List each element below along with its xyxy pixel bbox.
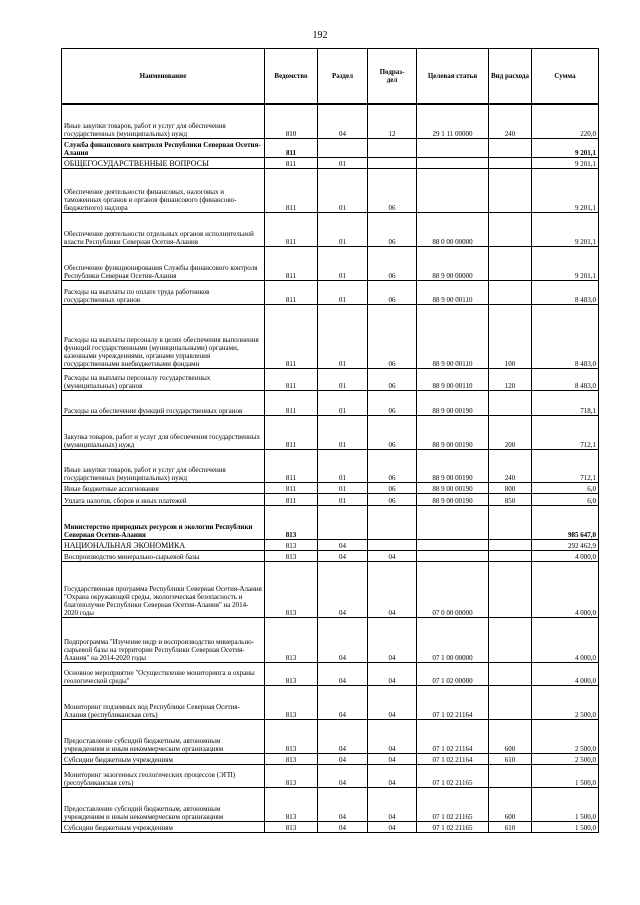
cell-name: Обеспечение деятельности отдельных органов исполнительной власти Республики Северная Осетия-Алания [62,212,265,246]
cell-name: Воспроизводство минерально-сырьевой базы [62,550,265,561]
cell-exp-type: 240 [489,449,532,482]
table-header-row [62,49,599,105]
cell-dept: 813 [265,753,318,764]
cell-target: 88 9 00 00000 [417,246,489,280]
cell-target: 88 0 00 00000 [417,212,489,246]
budget-table [61,48,599,833]
table-row [62,505,599,539]
cell-dept: 813 [265,764,318,787]
cell-target [417,505,489,539]
cell-subsection: 06 [368,482,417,493]
cell-subsection: 04 [368,685,417,719]
cell-exp-type: 800 [489,482,532,493]
cell-subsection: 06 [368,304,417,368]
cell-subsection: 06 [368,493,417,505]
cell-exp-type [489,662,532,685]
cell-exp-type [489,212,532,246]
cell-exp-type [489,505,532,539]
cell-exp-type [489,168,532,212]
cell-subsection: 06 [368,280,417,304]
cell-section: 01 [318,449,368,482]
cell-sum: 220,0 [532,104,599,138]
cell-exp-type [489,246,532,280]
table-row [62,821,599,832]
cell-section: 01 [318,368,368,390]
cell-name: Предоставление субсидий бюджетным, автономным учреждениям и иным некоммерческим организациям [62,787,265,821]
cell-sum: 718,1 [532,390,599,415]
cell-subsection: 04 [368,550,417,561]
cell-dept: 811 [265,212,318,246]
cell-target: 29 1 11 00000 [417,104,489,138]
cell-dept: 811 [265,493,318,505]
cell-sum: 985 647,0 [532,505,599,539]
cell-target [417,550,489,561]
cell-section: 04 [318,561,368,617]
cell-exp-type: 240 [489,104,532,138]
table-row [62,550,599,561]
cell-target: 88 9 00 00190 [417,482,489,493]
cell-target: 88 9 00 00190 [417,415,489,449]
cell-dept: 811 [265,482,318,493]
cell-subsection: 04 [368,719,417,753]
cell-exp-type: 600 [489,719,532,753]
cell-name: Субсидии бюджетным учреждениям [62,753,265,764]
cell-name: НАЦИОНАЛЬНАЯ ЭКОНОМИКА [62,539,265,550]
cell-subsection: 04 [368,821,417,832]
table-row [62,493,599,505]
cell-dept: 813 [265,617,318,662]
header-sum: Сумма [532,49,599,105]
cell-subsection: 04 [368,787,417,821]
cell-name: Расходы на выплаты персоналу в целях обеспечения выполнения функций государственными (муниципальными) органами, казенными учреждениями, органами управления государственными внебюджетными фондами [62,304,265,368]
cell-subsection: 12 [368,104,417,138]
cell-subsection: 06 [368,368,417,390]
cell-name: Уплата налогов, сборов и иных платежей [62,493,265,505]
cell-exp-type [489,138,532,157]
cell-name: Предоставление субсидий бюджетным, автономным учреждениям и иным некоммерческим организациям [62,719,265,753]
table-row [62,104,599,138]
header-section: Раздел [318,49,368,105]
cell-dept: 811 [265,246,318,280]
cell-name: Мониторинг подземных вод Республики Северная Осетия-Алания (республиканская сеть) [62,685,265,719]
table-row [62,415,599,449]
cell-dept: 811 [265,449,318,482]
cell-sum: 2 500,0 [532,719,599,753]
table-row [62,168,599,212]
cell-dept: 813 [265,662,318,685]
cell-section: 01 [318,157,368,168]
cell-sum: 1 500,0 [532,764,599,787]
header-exp-type: Вид расхода [489,49,532,105]
cell-subsection [368,539,417,550]
table-row [62,246,599,280]
table-row [62,685,599,719]
cell-exp-type: 600 [489,787,532,821]
cell-dept: 810 [265,104,318,138]
cell-name: ОБЩЕГОСУДАРСТВЕННЫЕ ВОПРОСЫ [62,157,265,168]
cell-subsection: 04 [368,764,417,787]
cell-section: 04 [318,539,368,550]
cell-section: 01 [318,482,368,493]
cell-dept: 813 [265,561,318,617]
cell-exp-type: 850 [489,493,532,505]
cell-section: 01 [318,168,368,212]
table-row [62,561,599,617]
cell-subsection [368,138,417,157]
cell-subsection [368,157,417,168]
cell-section: 01 [318,415,368,449]
table-row [62,617,599,662]
cell-section: 01 [318,304,368,368]
cell-subsection: 06 [368,415,417,449]
cell-dept: 813 [265,539,318,550]
cell-exp-type [489,157,532,168]
cell-name: Министерство природных ресурсов и экологии Республики Северная Осетия-Алания [62,505,265,539]
cell-target [417,138,489,157]
cell-section: 04 [318,104,368,138]
cell-dept: 811 [265,138,318,157]
cell-subsection [368,505,417,539]
cell-name: Основное мероприятие "Осуществление мониторинга и охраны геологической среды" [62,662,265,685]
cell-sum: 4 000,0 [532,617,599,662]
cell-name: Закупка товаров, работ и услуг для обеспечения государственных (муниципальных) нужд [62,415,265,449]
cell-target: 07 1 02 21165 [417,787,489,821]
cell-target: 88 9 00 00110 [417,304,489,368]
table-row [62,138,599,157]
cell-exp-type [489,539,532,550]
table-row [62,753,599,764]
cell-sum: 4 000,0 [532,561,599,617]
cell-dept: 813 [265,550,318,561]
cell-sum: 8 483,0 [532,368,599,390]
cell-dept: 813 [265,719,318,753]
cell-exp-type: 610 [489,821,532,832]
cell-name: Служба финансового контроля Республики Северная Осетия-Алания [62,138,265,157]
cell-sum: 292 462,9 [532,539,599,550]
cell-dept: 813 [265,821,318,832]
cell-section: 01 [318,212,368,246]
cell-exp-type: 610 [489,753,532,764]
cell-target: 88 9 00 00190 [417,449,489,482]
cell-name: Иные бюджетные ассигнования [62,482,265,493]
cell-target: 07 1 02 21165 [417,821,489,832]
table-row [62,390,599,415]
cell-sum: 8 483,0 [532,280,599,304]
cell-exp-type [489,390,532,415]
cell-dept: 811 [265,415,318,449]
cell-dept: 811 [265,168,318,212]
cell-sum: 712,1 [532,449,599,482]
header-subsection: Подраз- дел [368,49,417,105]
cell-name: Расходы на выплаты по оплате труда работников государственных органов [62,280,265,304]
table-body [62,104,599,832]
cell-exp-type [489,617,532,662]
table-row [62,539,599,550]
cell-section: 01 [318,280,368,304]
cell-target: 07 1 02 21164 [417,719,489,753]
cell-name: Государственная программа Республики Северная Осетия-Алания "Охрана окружающей среды, экологическая безопасность и благополучие Республики Северная Осетия-Алания" на 2014-2020 годы [62,561,265,617]
cell-subsection: 06 [368,449,417,482]
cell-target: 07 1 00 00000 [417,617,489,662]
cell-exp-type [489,764,532,787]
cell-exp-type: 120 [489,368,532,390]
table-row [62,787,599,821]
cell-dept: 813 [265,685,318,719]
cell-target: 07 0 00 00000 [417,561,489,617]
cell-exp-type: 100 [489,304,532,368]
cell-sum: 1 500,0 [532,821,599,832]
cell-dept: 811 [265,390,318,415]
cell-section: 01 [318,493,368,505]
cell-target: 88 9 00 00110 [417,280,489,304]
cell-subsection: 04 [368,662,417,685]
table-row [62,719,599,753]
table-row [62,157,599,168]
cell-subsection: 06 [368,390,417,415]
cell-section: 01 [318,246,368,280]
cell-section [318,505,368,539]
cell-subsection: 06 [368,246,417,280]
cell-section: 04 [318,617,368,662]
table-row [62,662,599,685]
cell-exp-type [489,550,532,561]
cell-target: 07 1 02 00000 [417,662,489,685]
cell-exp-type [489,561,532,617]
cell-subsection: 06 [368,212,417,246]
table-row [62,212,599,246]
cell-target: 07 1 02 21164 [417,685,489,719]
cell-section: 01 [318,390,368,415]
cell-sum: 1 500,0 [532,787,599,821]
cell-dept: 811 [265,280,318,304]
cell-exp-type [489,280,532,304]
table-row [62,764,599,787]
cell-sum: 9 201,1 [532,246,599,280]
cell-section: 04 [318,662,368,685]
cell-section: 04 [318,685,368,719]
cell-target: 07 1 02 21164 [417,753,489,764]
cell-name: Субсидии бюджетным учреждениям [62,821,265,832]
table-row [62,280,599,304]
cell-section: 04 [318,753,368,764]
cell-sum: 6,0 [532,493,599,505]
cell-name: Расходы на выплаты персоналу государственных (муниципальных) органов [62,368,265,390]
cell-dept: 811 [265,157,318,168]
header-target: Целевая статья [417,49,489,105]
page-number: 192 [312,30,328,41]
cell-sum: 4 000,0 [532,550,599,561]
cell-section [318,138,368,157]
cell-name: Иные закупки товаров, работ и услуг для обеспечения государственных (муниципальных) нужд [62,104,265,138]
cell-exp-type [489,685,532,719]
cell-name: Мониторинг экзогенных геологических процессов (ЭГП) (республиканская сеть) [62,764,265,787]
cell-sum: 9 201,1 [532,168,599,212]
cell-section: 04 [318,719,368,753]
cell-name: Расходы на обеспечение функций государственных органов [62,390,265,415]
cell-name: Подпрограмма "Изучение недр и воспроизводство минерально-сырьевой базы на территории Республики Северная Осетия-Алания" на 2014-2020 годы [62,617,265,662]
cell-sum: 712,1 [532,415,599,449]
cell-target [417,168,489,212]
cell-section: 04 [318,821,368,832]
cell-section: 04 [318,764,368,787]
cell-target [417,157,489,168]
cell-subsection: 04 [368,753,417,764]
cell-subsection: 04 [368,617,417,662]
cell-target: 88 9 00 00110 [417,368,489,390]
cell-sum: 4 000,0 [532,662,599,685]
cell-subsection: 06 [368,168,417,212]
cell-name: Иные закупки товаров, работ и услуг для обеспечения государственных (муниципальных) нужд [62,449,265,482]
cell-target: 88 9 00 00190 [417,493,489,505]
cell-sum: 8 483,0 [532,304,599,368]
cell-sum: 9 201,1 [532,138,599,157]
table-row [62,368,599,390]
cell-dept: 813 [265,787,318,821]
cell-sum: 9 201,1 [532,212,599,246]
header-dept: Ведомство [265,49,318,105]
cell-sum: 9 201,1 [532,157,599,168]
cell-subsection: 04 [368,561,417,617]
cell-dept: 813 [265,505,318,539]
cell-sum: 6,0 [532,482,599,493]
cell-name: Обеспечение деятельности финансовых, налоговых и таможенных органов и органов финансового (финансово-бюджетного) надзора [62,168,265,212]
cell-target: 07 1 02 21165 [417,764,489,787]
cell-sum: 2 500,0 [532,685,599,719]
table-row [62,449,599,482]
cell-target: 88 9 00 00190 [417,390,489,415]
cell-target [417,539,489,550]
cell-section: 04 [318,787,368,821]
cell-section: 04 [318,550,368,561]
table-row [62,482,599,493]
cell-dept: 811 [265,304,318,368]
cell-name: Обеспечение функционирования Службы финансового контроля Республики Северная Осетия-Алания [62,246,265,280]
table-row [62,304,599,368]
cell-exp-type: 200 [489,415,532,449]
cell-dept: 811 [265,368,318,390]
header-name: Наименование [62,49,265,105]
cell-sum: 2 500,0 [532,753,599,764]
